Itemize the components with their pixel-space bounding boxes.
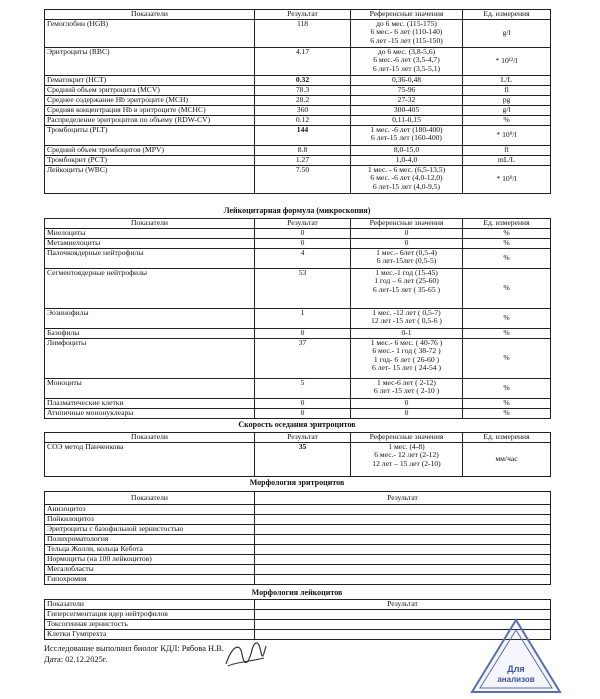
col-header-result: Результат xyxy=(255,492,551,505)
table-row xyxy=(45,308,551,328)
indicator-name: Тельца Жолли, кольца Кебота xyxy=(45,545,255,555)
stamp-text-line1: Для xyxy=(507,664,525,674)
table-row xyxy=(45,19,551,47)
unit-value: % xyxy=(463,378,551,398)
col-header-result: Результат xyxy=(255,219,351,229)
result-value: 144 xyxy=(255,125,351,145)
indicator-name: Клетки Гумпрехта xyxy=(45,630,255,640)
indicator-name: Полихроматология xyxy=(45,535,255,545)
reference-values xyxy=(351,442,463,476)
col-header-indicator: Показатели xyxy=(45,219,255,229)
unit-value: % xyxy=(463,268,551,308)
table-header-row xyxy=(45,433,551,443)
result-value: 0 xyxy=(255,238,351,248)
table-row xyxy=(45,95,551,105)
table-row xyxy=(45,105,551,115)
indicator-name: Мегалобласты xyxy=(45,565,255,575)
table-row xyxy=(45,155,551,165)
indicator-name: Гипохромия xyxy=(45,575,255,585)
indicator-name: Средняя концентрация Hb в эритроците (MCHC) xyxy=(45,105,255,115)
report-date: Дата: 02.12.2025г. xyxy=(44,655,108,664)
col-header-reference: Референсные значения xyxy=(351,433,463,443)
esr-table xyxy=(44,432,551,477)
unit-value: % xyxy=(463,115,551,125)
indicator-name: Плазматические клетки xyxy=(45,398,255,408)
unit-value: % xyxy=(463,228,551,238)
result-value: 4.17 xyxy=(255,47,351,75)
reference-values xyxy=(351,238,463,248)
indicator-name: Эритроциты с базофильной зернистостью xyxy=(45,525,255,535)
result-value: 0 xyxy=(255,398,351,408)
ref-line: 6 мес.-6 лет (3,5-4,7) xyxy=(373,55,440,65)
indicator-name: Распределение эритроцитов по объему (RDW-CV) xyxy=(45,115,255,125)
table-row xyxy=(45,398,551,408)
table-row xyxy=(45,47,551,75)
result-value xyxy=(255,575,551,585)
main-results-table xyxy=(44,9,551,194)
table-header-row xyxy=(45,492,551,505)
result-value: 118 xyxy=(255,19,351,47)
indicator-name: Анизоцитоз xyxy=(45,505,255,515)
reference-values xyxy=(351,328,463,338)
unit-value: % xyxy=(463,328,551,338)
reference-values xyxy=(351,19,463,47)
morph-ery-section-title: Морфология эритроцитов xyxy=(249,478,345,487)
indicator-name: Миелоциты xyxy=(45,228,255,238)
ref-line: 6 мес.- 1 год ( 38-72 ) xyxy=(372,346,441,356)
performer-line: Исследование выполнил биолог КДЛ: Рябова Н.В. xyxy=(44,644,224,653)
result-value: 0 xyxy=(255,408,351,418)
indicator-name: СОЭ метод Панченкова xyxy=(45,442,255,476)
indicator-name: Лимфоциты xyxy=(45,338,255,378)
ref-line: 1 мес. -12 лет ( 0,5-7) xyxy=(372,307,441,317)
unit-value: g/l xyxy=(463,105,551,115)
table-row xyxy=(45,338,551,378)
result-value: 53 xyxy=(255,268,351,308)
table-row xyxy=(45,268,551,308)
col-header-unit: Ед. измерения xyxy=(463,10,551,20)
leuko-section-title: Лейкоцитарная формула (микроскопия) xyxy=(223,206,371,215)
col-header-indicator: Показатели xyxy=(45,600,255,610)
result-value xyxy=(255,505,551,515)
indicator-name: Гематокрит (HCT) xyxy=(45,75,255,85)
morph-ery-table xyxy=(44,491,551,585)
reference-values xyxy=(351,378,463,398)
col-header-result: Результат xyxy=(255,433,351,443)
col-header-result: Результат xyxy=(255,10,351,20)
reference-values xyxy=(351,85,463,95)
col-header-reference: Референсные значения xyxy=(351,219,463,229)
ref-line: 0-1 xyxy=(401,327,412,337)
ref-line: 6 мес.- 6 лет (110-140) xyxy=(370,27,443,37)
result-value: 1.27 xyxy=(255,155,351,165)
reference-values xyxy=(351,228,463,238)
ref-line: 6 лет-15 лет (160-400) xyxy=(371,133,442,143)
reference-values xyxy=(351,145,463,155)
table-row xyxy=(45,125,551,145)
indicator-name: Пойкилоцитоз xyxy=(45,515,255,525)
reference-values xyxy=(351,248,463,268)
reference-values xyxy=(351,338,463,378)
unit-value: % xyxy=(463,248,551,268)
col-header-indicator: Показатели xyxy=(45,433,255,443)
ref-line: 1 мес-6 лет ( 2-12) xyxy=(377,377,436,387)
ref-line: 1 мес. - 6 мес. (6,5-13,5) xyxy=(367,164,446,174)
stamp-text-line2: анализов xyxy=(497,675,535,684)
unit-value: * 10¹²/l xyxy=(463,47,551,75)
ref-line: 6 лет-15лет (0,5-5) xyxy=(376,256,437,266)
ref-line: 0,11-0,15 xyxy=(392,114,421,124)
unit-value: % xyxy=(463,308,551,328)
table-row xyxy=(45,228,551,238)
table-row xyxy=(45,575,551,585)
ref-line: 1 мес.- 6лет (0,5-4) xyxy=(376,247,437,257)
unit-value: * 10⁹/l xyxy=(463,125,551,145)
unit-value: % xyxy=(463,238,551,248)
result-value xyxy=(255,545,551,555)
table-row xyxy=(45,525,551,535)
ref-line: 300-405 xyxy=(393,104,420,114)
ref-line: 6 лет-15 лет (3,5-5,1) xyxy=(372,63,441,73)
table-row xyxy=(45,115,551,125)
ref-line: 12 лет – 15 лет (2-10) xyxy=(372,458,441,468)
unit-value: % xyxy=(463,408,551,418)
table-row xyxy=(45,165,551,193)
indicator-name: Лейкоциты (WBC) xyxy=(45,165,255,193)
result-value xyxy=(255,515,551,525)
reference-values xyxy=(351,398,463,408)
table-header-row xyxy=(45,219,551,229)
result-value xyxy=(255,565,551,575)
indicator-name: Сегментоядерные нейтрофилы xyxy=(45,268,255,308)
result-value: 0.12 xyxy=(255,115,351,125)
ref-line: 0 xyxy=(404,397,409,407)
esr-section-title: Скорость оседания эритроцитов xyxy=(238,420,356,429)
result-value: 37 xyxy=(255,338,351,378)
result-value: 7.50 xyxy=(255,165,351,193)
reference-values xyxy=(351,308,463,328)
leuko-table xyxy=(44,218,551,419)
result-value: 0 xyxy=(255,228,351,238)
indicator-name: Средний объем эритроцита (MCV) xyxy=(45,85,255,95)
result-value: 4 xyxy=(255,248,351,268)
reference-values xyxy=(351,408,463,418)
unit-value: fl xyxy=(463,85,551,95)
indicator-name: Нормоциты (на 100 лейкоцитов) xyxy=(45,555,255,565)
indicator-name: Атипичные мононуклеары xyxy=(45,408,255,418)
reference-values xyxy=(351,155,463,165)
unit-value: мм/час xyxy=(463,442,551,476)
indicator-name: Палочкоядерные нейтрофилы xyxy=(45,248,255,268)
unit-value: fl xyxy=(463,145,551,155)
indicator-name: Средний объем тромбоцитов (MPV) xyxy=(45,145,255,155)
stamp-icon xyxy=(468,616,564,696)
table-row xyxy=(45,145,551,155)
ref-line: 12 лет -15 лет ( 0,5-6 ) xyxy=(371,316,442,326)
indicator-name: Токсогенная зернистость xyxy=(45,620,255,630)
table-row xyxy=(45,408,551,418)
table-header-row xyxy=(45,10,551,20)
ref-line: 6 лет -15 лет ( 2-10 ) xyxy=(373,386,440,396)
table-row xyxy=(45,75,551,85)
indicator-name: Метамиелоциты xyxy=(45,238,255,248)
table-row xyxy=(45,378,551,398)
result-value xyxy=(255,525,551,535)
table-row xyxy=(45,442,551,476)
table-row xyxy=(45,238,551,248)
indicator-name: Среднее содержание Hb эритроците (MCH) xyxy=(45,95,255,105)
table-row xyxy=(45,565,551,575)
table-row xyxy=(45,515,551,525)
ref-line: 0 xyxy=(404,407,409,417)
ref-line: 6 лет- 15 лет ( 24-54 ) xyxy=(371,363,442,373)
reference-values xyxy=(351,47,463,75)
reference-values xyxy=(351,268,463,308)
table-header-row xyxy=(45,600,551,610)
ref-line: 6 мес.- 12 лет (2-12) xyxy=(374,450,439,460)
indicator-name: Тромбоциты (PLT) xyxy=(45,125,255,145)
ref-line: 1 мес. (4-8) xyxy=(388,441,425,451)
ref-line: 8,0-15,0 xyxy=(393,144,420,154)
table-row xyxy=(45,85,551,95)
col-header-indicator: Показатели xyxy=(45,492,255,505)
ref-line: 1 год – 6 лет (25-60) xyxy=(374,276,439,286)
result-value: 8.8 xyxy=(255,145,351,155)
indicator-name: Тромбокрит (PCT) xyxy=(45,155,255,165)
ref-line: 6 мес. -6 лет (4,0-12,0) xyxy=(370,173,443,183)
ref-line: 0,36-0,48 xyxy=(391,74,422,84)
unit-value: L/L xyxy=(463,75,551,85)
col-header-unit: Ед. измерения xyxy=(463,433,551,443)
ref-line: до 6 мес. (3,8-5,6) xyxy=(377,46,436,56)
unit-value: pg xyxy=(463,95,551,105)
result-value: 360 xyxy=(255,105,351,115)
result-value xyxy=(255,555,551,565)
unit-value: g/l xyxy=(463,19,551,47)
reference-values xyxy=(351,165,463,193)
ref-line: 1,0-4,0 xyxy=(395,154,418,164)
unit-value: % xyxy=(463,398,551,408)
result-value xyxy=(255,535,551,545)
ref-line: 6 лет-15 лет ( 35-65 ) xyxy=(372,284,441,294)
table-row xyxy=(45,248,551,268)
result-value: 35 xyxy=(255,442,351,476)
indicator-name: Гемоглобин (HGB) xyxy=(45,19,255,47)
ref-line: 0 xyxy=(404,227,409,237)
result-value: 28.2 xyxy=(255,95,351,105)
indicator-name: Эозинофилы xyxy=(45,308,255,328)
result-value: 0 xyxy=(255,328,351,338)
ref-line: 1 мес.-1 год (15-45) xyxy=(375,267,438,277)
unit-value: mL/L xyxy=(463,155,551,165)
indicator-name: Базофилы xyxy=(45,328,255,338)
ref-line: 27-32 xyxy=(397,94,416,104)
unit-value: % xyxy=(463,338,551,378)
ref-line: 1 мес.- 6 мес. ( 40-76 ) xyxy=(370,337,443,347)
indicator-name: Моноциты xyxy=(45,378,255,398)
table-row xyxy=(45,328,551,338)
ref-line: 0 xyxy=(404,237,409,247)
signature-icon xyxy=(222,636,270,672)
reference-values xyxy=(351,125,463,145)
reference-values xyxy=(351,95,463,105)
col-header-result: Результат xyxy=(255,600,551,610)
ref-line: 6 лет -15 лет (115-150) xyxy=(370,35,443,45)
table-row xyxy=(45,555,551,565)
result-value: 5 xyxy=(255,378,351,398)
indicator-name: Гиперсегментация ядер нейтрофилов xyxy=(45,610,255,620)
morph-leuko-section-title: Морфология лейкоцитов xyxy=(251,588,343,597)
result-value: 0.32 xyxy=(255,75,351,85)
reference-values xyxy=(351,115,463,125)
table-row xyxy=(45,535,551,545)
col-header-indicator: Показатели xyxy=(45,10,255,20)
ref-line: до 6 мес. (115-175) xyxy=(376,18,437,28)
table-row xyxy=(45,545,551,555)
col-header-reference: Референсные значения xyxy=(351,10,463,20)
col-header-unit: Ед. измерения xyxy=(463,219,551,229)
result-value: 78.3 xyxy=(255,85,351,95)
ref-line: 1 год- 6 лет ( 26-60 ) xyxy=(373,354,440,364)
ref-line: 1 мес. -6 лет (180-400) xyxy=(370,124,443,134)
ref-line: 75-96 xyxy=(397,84,416,94)
reference-values xyxy=(351,105,463,115)
unit-value: * 10⁹/l xyxy=(463,165,551,193)
result-value: 1 xyxy=(255,308,351,328)
reference-values xyxy=(351,75,463,85)
table-row xyxy=(45,505,551,515)
ref-line: 6 лет-15 лет (4,0-9,5) xyxy=(372,181,441,191)
indicator-name: Эритроциты (RBC) xyxy=(45,47,255,75)
